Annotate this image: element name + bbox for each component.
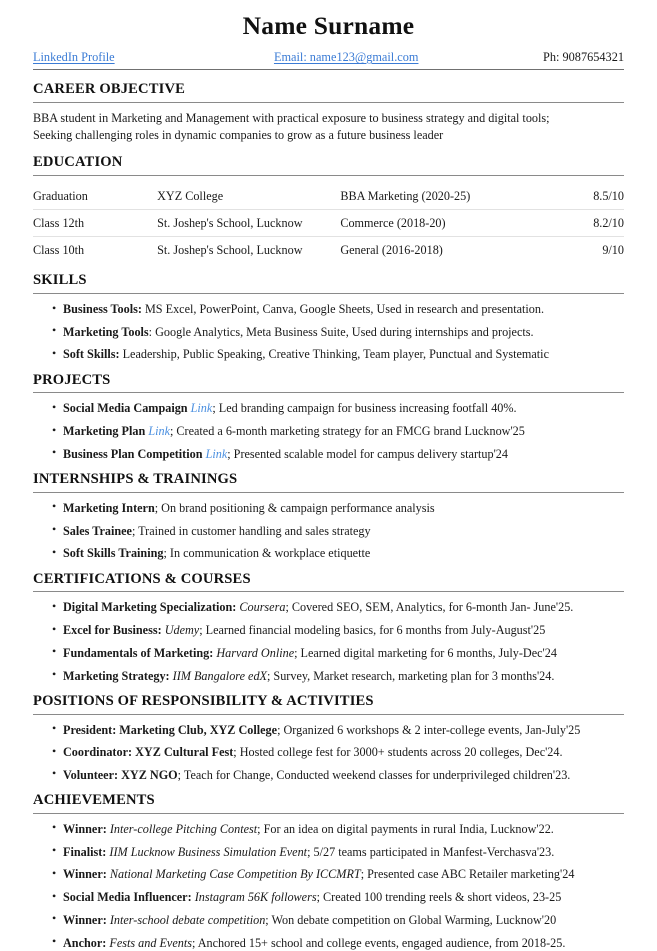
resume-header	[33, 12, 624, 70]
position-detail: ; Organized 6 workshops & 2 inter-college events, Jan-July'25	[277, 722, 581, 737]
section-title-education: EDUCATION	[33, 154, 123, 171]
table-row	[33, 210, 624, 237]
skill-detail: Leadership, Public Speaking, Creative Thinking, Team player, Punctual and Systematic	[119, 347, 549, 362]
position-detail: ; Teach for Change, Conducted weekend classes for underprivileged children'23.	[177, 767, 571, 782]
section-divider	[33, 102, 624, 103]
achievement-label: Anchor:	[63, 935, 107, 950]
achievement-detail: ; Anchored 15+ school and college events, engaged audience, from 2018-25.	[191, 935, 566, 950]
section-title-projects: PROJECTS	[33, 371, 111, 388]
position-label: Volunteer: XYZ NGO	[63, 767, 178, 782]
list-item	[63, 622, 624, 638]
list-item	[63, 767, 624, 783]
achievement-label: Winner:	[63, 912, 107, 927]
list-item	[63, 599, 624, 615]
achievement-org: Fests and Events	[106, 935, 192, 950]
positions-list	[33, 722, 624, 784]
career-objective-line-1: BBA student in Marketing and Management with practical exposure to business strategy and digital tools;	[33, 110, 550, 125]
project-detail: ; Led branding campaign for business increasing footfall 40%.	[212, 401, 517, 416]
list-item	[63, 844, 624, 860]
certification-org: IIM Bangalore edX	[169, 668, 267, 683]
section-divider	[33, 492, 624, 493]
list-item	[63, 912, 624, 928]
skill-detail: : Google Analytics, Meta Business Suite, Used during internships and projects.	[148, 324, 534, 339]
certification-label: Fundamentals of Marketing:	[63, 645, 214, 660]
education-institution: XYZ College	[157, 183, 340, 210]
project-link[interactable]: Link	[148, 424, 170, 439]
linkedin-profile-link[interactable]: LinkedIn Profile	[33, 50, 115, 65]
achievement-label: Finalist:	[63, 844, 107, 859]
education-score: 9/10	[602, 242, 624, 257]
page-title: Name Surname	[242, 11, 415, 40]
section-divider	[33, 714, 624, 715]
list-item	[63, 668, 624, 684]
internship-label: Marketing Intern	[63, 500, 155, 515]
header-divider	[33, 69, 624, 70]
position-label: President: Marketing Club, XYZ College	[63, 722, 278, 737]
achievement-org: Instagram 56K followers	[191, 890, 317, 905]
project-label: Business Plan Competition	[63, 446, 203, 461]
list-item	[63, 545, 624, 561]
achievement-detail: ; Won debate competition on Global Warming, Lucknow'20	[265, 912, 557, 927]
achievement-detail: ; Presented case ABC Retailer marketing'24	[360, 867, 575, 882]
list-item	[63, 866, 624, 882]
section-divider	[33, 175, 624, 176]
list-item	[63, 645, 624, 661]
internships-list	[33, 500, 624, 562]
project-label: Social Media Campaign	[63, 401, 188, 416]
list-item	[63, 423, 624, 439]
section-title-internships: INTERNSHIPS & TRAININGS	[33, 471, 238, 488]
achievement-detail: ; Created 100 trending reels & short videos, 23-25	[316, 890, 562, 905]
section-title-career-objective: CAREER OBJECTIVE	[33, 81, 186, 98]
linkedin-cell	[33, 50, 228, 65]
achievement-org: IIM Lucknow Business Simulation Event	[106, 844, 308, 859]
list-item	[63, 935, 624, 951]
section-title-certifications: CERTIFICATIONS & COURSES	[33, 570, 251, 587]
project-link[interactable]: Link	[190, 401, 213, 416]
list-item	[63, 744, 624, 760]
certification-org: Coursera	[236, 600, 286, 615]
email-cell	[228, 50, 464, 65]
section-divider	[33, 293, 624, 294]
list-item	[63, 500, 624, 516]
section-achievements	[33, 792, 624, 951]
position-detail: ; Hosted college fest for 3000+ students across 20 colleges, Dec'24.	[233, 745, 563, 760]
section-certifications	[33, 571, 624, 684]
project-link[interactable]: Link	[205, 446, 228, 461]
education-institution: St. Joshep's School, Lucknow	[157, 242, 303, 257]
section-skills	[33, 272, 624, 362]
career-objective-line-2: Seeking challenging roles in dynamic companies to grow as a future business leader	[33, 128, 444, 143]
certification-detail: ; Learned financial modeling basics, for 6 months from July-August'25	[199, 623, 546, 638]
project-label: Marketing Plan	[63, 424, 146, 439]
education-program: Commerce (2018-20)	[340, 210, 541, 237]
internship-label: Sales Trainee	[63, 523, 132, 538]
list-item	[63, 446, 624, 462]
project-detail: ; Presented scalable model for campus delivery startup'24	[227, 446, 508, 461]
certifications-list	[33, 599, 624, 683]
section-education	[33, 154, 624, 263]
section-title-positions: POSITIONS OF RESPONSIBILITY & ACTIVITIES	[33, 692, 374, 709]
section-divider	[33, 591, 624, 592]
section-divider	[33, 392, 624, 393]
certification-label: Marketing Strategy:	[63, 668, 170, 683]
skill-detail: MS Excel, PowerPoint, Canva, Google Sheets, Used in research and presentation.	[141, 302, 545, 317]
list-item	[63, 821, 624, 837]
section-internships	[33, 471, 624, 561]
education-level: Class 10th	[33, 242, 85, 257]
certification-org: Harvard Online	[213, 645, 295, 660]
table-row	[33, 183, 624, 210]
list-item	[63, 301, 624, 317]
list-item	[63, 324, 624, 340]
projects-list	[33, 400, 624, 462]
skill-label: Soft Skills:	[63, 347, 120, 362]
education-score: 8.5/10	[541, 183, 624, 210]
education-table	[33, 183, 624, 263]
education-score: 8.2/10	[541, 210, 624, 237]
skills-list	[33, 301, 624, 363]
certification-label: Digital Marketing Specialization:	[63, 600, 237, 615]
section-title-achievements: ACHIEVEMENTS	[33, 792, 155, 809]
certification-label: Excel for Business:	[63, 623, 162, 638]
table-row	[33, 237, 624, 264]
list-item	[63, 346, 624, 362]
education-program: BBA Marketing (2020-25)	[340, 183, 541, 210]
email-link[interactable]: Email: name123@gmail.com	[273, 50, 419, 65]
certification-org: Udemy	[161, 623, 200, 638]
skill-label: Marketing Tools	[63, 324, 149, 339]
achievement-detail: ; For an idea on digital payments in rural India, Lucknow'22.	[257, 821, 554, 836]
education-institution: St. Joshep's School, Lucknow	[157, 210, 340, 237]
achievement-org: Inter-school debate competition	[106, 912, 266, 927]
certification-detail: ; Covered SEO, SEM, Analytics, for 6-month Jan- June'25.	[285, 600, 574, 615]
achievement-org: National Marketing Case Competition By ICCMRT	[106, 867, 361, 882]
section-projects	[33, 372, 624, 462]
achievements-list	[33, 821, 624, 951]
contact-row	[33, 50, 624, 69]
achievement-org: Inter-college Pitching Contest	[106, 821, 258, 836]
education-program: General (2016-2018)	[340, 242, 443, 257]
education-level: Graduation	[33, 183, 157, 210]
list-item	[63, 889, 624, 905]
internship-detail: ; In communication & workplace etiquette	[163, 546, 371, 561]
achievement-label: Winner:	[63, 821, 107, 836]
internship-detail: ; On brand positioning & campaign performance analysis	[154, 500, 435, 515]
list-item	[63, 722, 624, 738]
section-career-objective	[33, 81, 624, 144]
project-detail: ; Created a 6-month marketing strategy for an FMCG brand Lucknow'25	[169, 424, 525, 439]
section-positions	[33, 693, 624, 783]
section-title-skills: SKILLS	[33, 272, 87, 289]
achievement-label: Social Media Influencer:	[63, 890, 192, 905]
position-label: Coordinator: XYZ Cultural Fest	[63, 745, 234, 760]
achievement-detail: ; 5/27 teams participated in Manfest-Verchasva'23.	[307, 844, 555, 859]
internship-detail: ; Trained in customer handling and sales strategy	[131, 523, 371, 538]
internship-label: Soft Skills Training	[63, 546, 164, 561]
phone-text: Ph: 9087654321	[543, 50, 624, 65]
achievement-label: Winner:	[63, 867, 107, 882]
career-objective-text	[33, 110, 624, 145]
education-level: Class 12th	[33, 210, 157, 237]
section-divider	[33, 813, 624, 814]
certification-detail: ; Survey, Market research, marketing plan for 3 months'24.	[266, 668, 555, 683]
skill-label: Business Tools:	[63, 302, 142, 317]
list-item	[63, 400, 624, 416]
list-item	[63, 523, 624, 539]
certification-detail: ; Learned digital marketing for 6 months, July-Dec'24	[294, 645, 557, 660]
